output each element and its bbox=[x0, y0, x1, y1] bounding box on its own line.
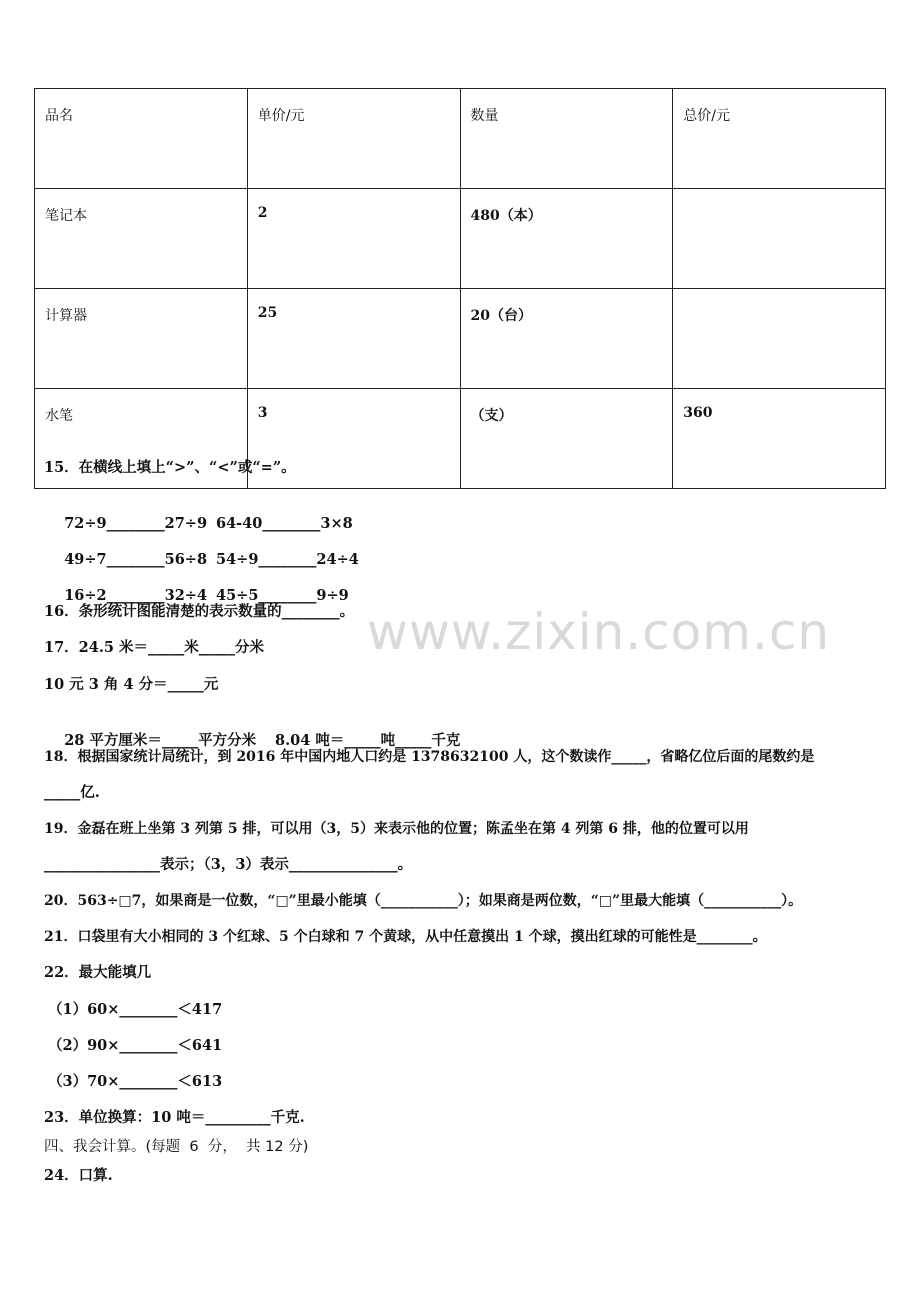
table-cell: 20（台） bbox=[460, 289, 673, 389]
comparison-right: 45÷5________9÷9 bbox=[216, 587, 349, 604]
question-21: 21．口袋里有大小相同的 3 个红球、5 个白球和 7 个黄球，从中任意摸出 1 个球，摸出红球的可能性是________。 bbox=[44, 929, 767, 945]
area-conversion: 28 平方厘米＝_____平方分米 bbox=[64, 732, 257, 749]
table-cell: （支） bbox=[460, 389, 673, 489]
question-18-line-1: 18．根据国家统计局统计，到 2016 年中国内地人口约是 1378632100 人，这个数读作_____，省略亿位后面的尾数约是 bbox=[44, 749, 815, 765]
table-cell: 计算器 bbox=[35, 289, 248, 389]
table-header-cell: 单价/元 bbox=[247, 89, 460, 189]
table-cell: 480（本） bbox=[460, 189, 673, 289]
question-22-item: （3）70×________＜613 bbox=[48, 1073, 223, 1090]
question-22-item: （1）60×________＜417 bbox=[48, 1001, 223, 1018]
question-24: 24．口算. bbox=[44, 1167, 113, 1184]
table-cell: 25 bbox=[247, 289, 460, 389]
comparison-left: 16÷2________32÷4 bbox=[64, 587, 208, 604]
table-header-cell: 品名 bbox=[35, 89, 248, 189]
comparison-left: 49÷7________56÷8 bbox=[64, 551, 208, 568]
question-20: 20．563÷□7，如果商是一位数，“□”里最小能填（___________）；如果商是两位数，“□”里最大能填（___________）。 bbox=[44, 893, 803, 909]
table-cell: 笔记本 bbox=[35, 189, 248, 289]
section-four-heading: 四、我会计算。(每题 6 分， 共 12 分) bbox=[44, 1139, 309, 1155]
question-23: 23．单位换算：10 吨＝_________千克. bbox=[44, 1109, 305, 1126]
weight-conversion: 8.04 吨＝_____吨_____千克 bbox=[275, 732, 461, 749]
table-header-row bbox=[35, 89, 886, 189]
question-22-title: 22．最大能填几 bbox=[44, 964, 152, 981]
question-15-title: 15．在横线上填上“>”、“<”或“=”。 bbox=[44, 459, 296, 476]
table-cell: 水笔 bbox=[35, 389, 248, 489]
question-19-line-1: 19．金磊在班上坐第 3 列第 5 排，可以用（3，5）来表示他的位置；陈孟坐在第 4 列第 6 排，他的位置可以用 bbox=[44, 821, 749, 837]
table-row bbox=[35, 189, 886, 289]
table-header-cell: 数量 bbox=[460, 89, 673, 189]
table-header-cell: 总价/元 bbox=[673, 89, 886, 189]
table-cell bbox=[673, 289, 886, 389]
price-table bbox=[34, 88, 886, 489]
table-cell: 2 bbox=[247, 189, 460, 289]
question-22-item: （2）90×________＜641 bbox=[48, 1037, 223, 1054]
question-18-line-2: _____亿. bbox=[44, 784, 100, 801]
comparison-right: 64-40________3×8 bbox=[216, 515, 353, 532]
question-17-line-1: 17．24.5 米＝_____米_____分米 bbox=[44, 639, 265, 656]
watermark: www.zixin.com.cn bbox=[367, 603, 831, 661]
question-19-line-2: ________________表示；（3，3）表示_______________。 bbox=[44, 856, 413, 873]
table-cell: 3 bbox=[247, 389, 460, 489]
question-17-line-2: 10 元 3 角 4 分＝_____元 bbox=[44, 676, 219, 693]
comparison-left: 72÷9________27÷9 bbox=[64, 515, 208, 532]
table-cell bbox=[673, 189, 886, 289]
table-cell: 360 bbox=[673, 389, 886, 489]
table-row bbox=[35, 289, 886, 389]
question-16: 16．条形统计图能清楚的表示数量的________。 bbox=[44, 603, 355, 620]
comparison-right: 54÷9________24÷4 bbox=[216, 551, 359, 568]
